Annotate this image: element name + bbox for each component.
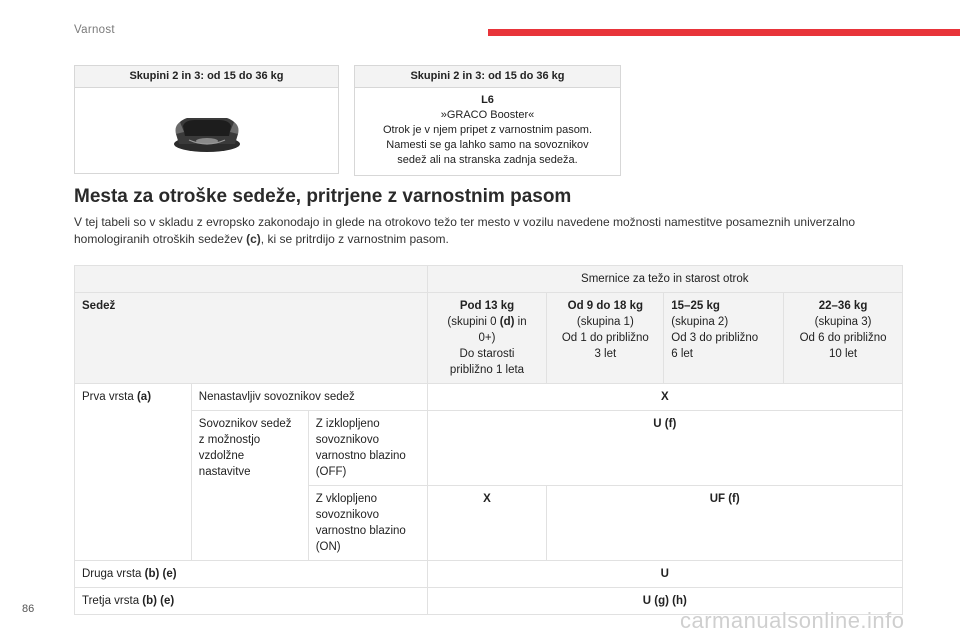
- age-label: Od 6 do približno: [799, 332, 887, 344]
- row-label: [75, 588, 428, 615]
- row-label-text: Prva vrsta: [82, 391, 137, 403]
- seat-name: »GRACO Booster«: [440, 109, 535, 121]
- seat-code: L6: [481, 94, 494, 106]
- header-accent-bar: [488, 29, 960, 36]
- watermark: carmanualsonline.info: [680, 608, 905, 633]
- row-label-text: Druga vrsta: [82, 568, 145, 580]
- seat-header: Sedež: [75, 293, 428, 384]
- table-row: [75, 266, 903, 293]
- child-seat-table: [74, 265, 903, 615]
- section-intro: [74, 214, 894, 248]
- intro-reference: (c): [246, 232, 261, 246]
- group-label: (skupina 2): [671, 316, 729, 328]
- weight-col-header: [784, 293, 903, 384]
- intro-text: , ki se pritrdijo z varnostnim pasom.: [260, 232, 449, 246]
- table-cell-value: X: [427, 384, 902, 411]
- page-number: 86: [22, 603, 35, 615]
- section-label: Varnost: [74, 24, 115, 36]
- airbag-off-label: [308, 411, 427, 486]
- intro-text: V tej tabeli so v skladu z evropsko zakonodajo in glede na otrokovo težo ter mesto v vozilu navedene možnosti namestitve posameznih univerzalno homologiranih otroških sedežev: [74, 215, 856, 246]
- table-cell-value: U (g) (h): [427, 588, 902, 615]
- group-text: in: [514, 316, 527, 328]
- airbag-label-line: (ON): [315, 541, 341, 553]
- airbag-label-line: (OFF): [315, 466, 347, 478]
- age-label: 3 let: [594, 348, 617, 360]
- row-sub-label-line: Sovoznikov sedež: [198, 418, 292, 430]
- weight-col-header: [547, 293, 664, 384]
- row-label-reference: (b) (e): [142, 595, 175, 607]
- airbag-on-label: [308, 486, 427, 561]
- seat-box-image: [74, 65, 339, 174]
- row-label: [75, 561, 428, 588]
- age-label: 10 let: [828, 348, 858, 360]
- age-label: Od 3 do približno: [671, 332, 759, 344]
- airbag-label-line: Z vklopljeno: [315, 493, 378, 505]
- airbag-label-line: sovoznikovo: [315, 434, 379, 446]
- table-cell-value: U: [427, 561, 902, 588]
- section-heading: Mesta za otroške sedeže, pritrjene z varnostnim pasom: [74, 186, 572, 207]
- table-cell-value: U (f): [427, 411, 902, 486]
- age-label: približno 1 leta: [449, 364, 525, 376]
- group-label: (skupina 1): [576, 316, 634, 328]
- weight-range: 15–25 kg: [671, 300, 720, 312]
- weight-range: Pod 13 kg: [459, 300, 515, 312]
- table-cell-value: UF (f): [547, 486, 903, 561]
- age-label: Od 1 do približno: [561, 332, 649, 344]
- age-label: Do starosti: [459, 348, 515, 360]
- row-label: [75, 384, 192, 561]
- age-label: 6 let: [671, 348, 694, 360]
- guideline-header: Smernice za težo in starost otrok: [427, 266, 902, 293]
- group-reference: (d): [499, 316, 515, 328]
- weight-range: Od 9 do 18 kg: [567, 300, 644, 312]
- row-sub-label-line: vzdolžne: [198, 450, 245, 462]
- seat-description-line: sedež ali na stranska zadnja sedeža.: [397, 154, 578, 166]
- row-label-reference: (b) (e): [144, 568, 177, 580]
- weight-col-header: [664, 293, 784, 384]
- row-sub-label: [191, 411, 308, 561]
- seat-description-line: Namesti se ga lahko samo na sovoznikov: [386, 139, 589, 151]
- row-sub-label: Nenastavljiv sovoznikov sedež: [191, 384, 427, 411]
- weight-col-header: [427, 293, 547, 384]
- row-label-reference: (a): [136, 391, 152, 403]
- table-row: [75, 384, 903, 411]
- airbag-label-line: sovoznikovo: [315, 509, 379, 521]
- group-label: 0+): [478, 332, 496, 344]
- table-row: [75, 411, 903, 486]
- table-row: [75, 561, 903, 588]
- table-cell-empty: [75, 266, 428, 293]
- seat-box-description: [354, 65, 621, 176]
- group-text: (skupini 0: [447, 316, 500, 328]
- table-row: [75, 293, 903, 384]
- airbag-label-line: varnostno blazino: [315, 450, 406, 462]
- weight-range: 22–36 kg: [818, 300, 868, 312]
- seat-description-line: Otrok je v njem pripet z varnostnim pasom.: [382, 124, 593, 136]
- row-label-text: Tretja vrsta: [82, 595, 143, 607]
- row-sub-label-line: z možnostjo: [198, 434, 261, 446]
- airbag-label-line: varnostno blazino: [315, 525, 406, 537]
- seat-box-title: Skupini 2 in 3: od 15 do 36 kg: [75, 66, 338, 88]
- seat-box-title: Skupini 2 in 3: od 15 do 36 kg: [355, 66, 620, 88]
- table-cell-value: X: [427, 486, 547, 561]
- row-sub-label-line: nastavitve: [198, 466, 251, 478]
- booster-seat-image: [171, 104, 243, 154]
- group-label: [435, 314, 540, 330]
- group-label: (skupina 3): [814, 316, 872, 328]
- airbag-label-line: Z izklopljeno: [315, 418, 380, 430]
